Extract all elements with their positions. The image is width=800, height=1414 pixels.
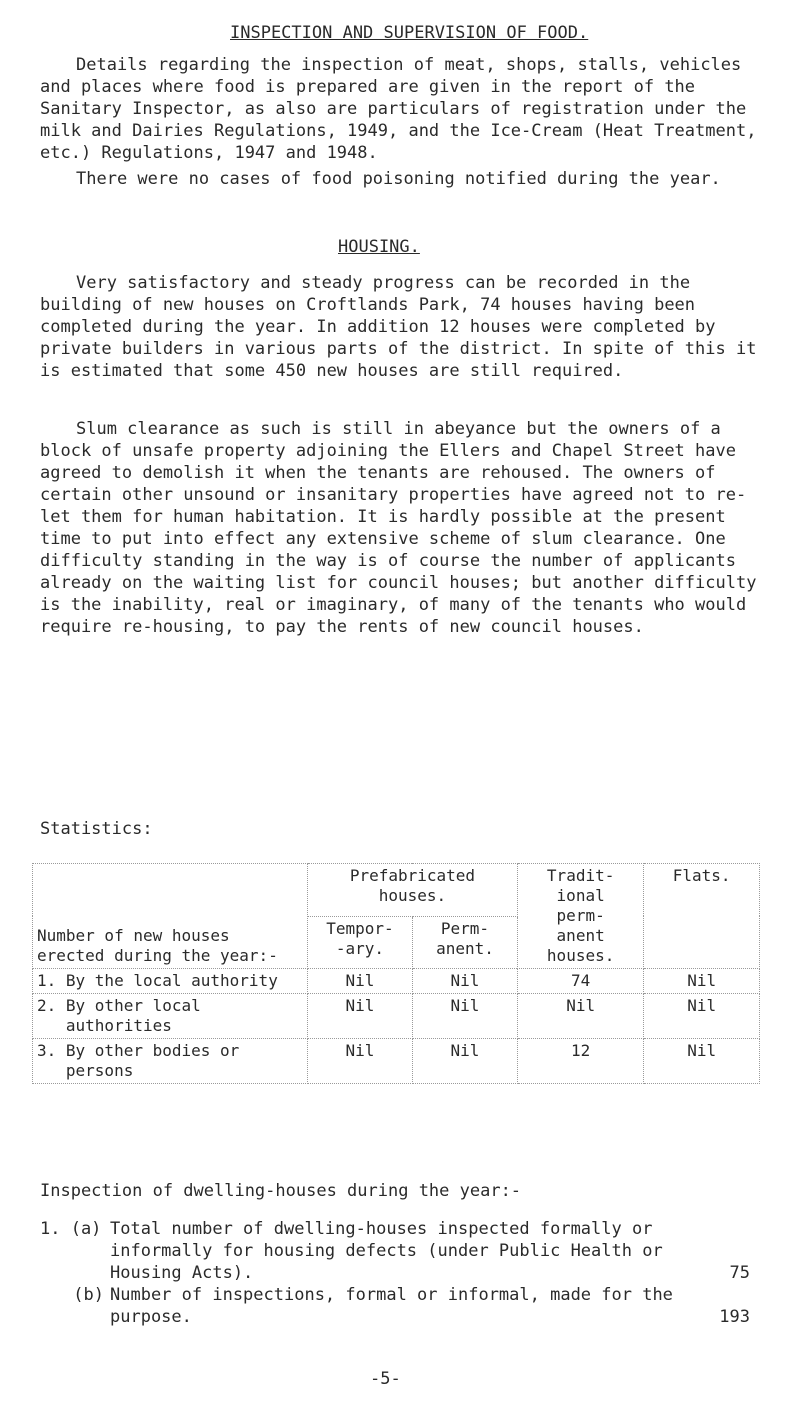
row-header-cell: Number of new houses erected during the year:- <box>33 864 308 969</box>
table-row <box>33 994 760 1039</box>
temporary-value: Nil <box>307 1039 412 1084</box>
table-row <box>33 1039 760 1084</box>
row-label: 2. By other local authorities <box>33 994 308 1039</box>
statistics-label: Statistics: <box>40 819 153 839</box>
permanent-header: Perm- anent. <box>412 916 517 969</box>
item-text: Number of inspections, formal or informal, made for the purpose. <box>110 1285 673 1327</box>
table-header-row <box>33 864 760 917</box>
item-text: Total number of dwelling-houses inspected formally or informally for housing defects (under Public Health or Housing Acts). <box>110 1219 663 1283</box>
flats-value: Nil <box>644 994 760 1039</box>
permanent-value: Nil <box>412 969 517 994</box>
item-value: 75 <box>729 1263 750 1283</box>
page-number: -5- <box>370 1369 401 1389</box>
temporary-header: Tempor- -ary. <box>307 916 412 969</box>
traditional-value: 12 <box>518 1039 644 1084</box>
row-label: 1. By the local authority <box>33 969 308 994</box>
table-row <box>33 969 760 994</box>
prefab-header: Prefabricated houses. <box>307 864 517 917</box>
temporary-value: Nil <box>307 994 412 1039</box>
food-paragraph-2: There were no cases of food poisoning notified during the year. <box>76 169 721 189</box>
inspection-heading: Inspection of dwelling-houses during the year:- <box>40 1181 522 1201</box>
list-item <box>40 1218 760 1284</box>
traditional-value: Nil <box>518 994 644 1039</box>
permanent-value: Nil <box>412 994 517 1039</box>
housing-heading: HOUSING. <box>338 237 420 257</box>
list-item <box>40 1284 760 1328</box>
page-title: INSPECTION AND SUPERVISION OF FOOD. <box>230 23 589 43</box>
item-key: 1. (a) <box>40 1219 102 1239</box>
row-label: 3. By other bodies or persons <box>33 1039 308 1084</box>
inspection-list <box>40 1218 760 1328</box>
flats-value: Nil <box>644 1039 760 1084</box>
traditional-header: Tradit- ional perm- anent houses. <box>518 864 644 969</box>
flats-value: Nil <box>644 969 760 994</box>
housing-paragraph-1: Very satisfactory and steady progress can be recorded in the building of new houses on Croftlands Park, 74 houses having been completed during the year. In addition 12 houses were completed by private builders in various parts of the district. In spite of this it is estimated that some 450 new houses are still required. <box>40 273 757 381</box>
item-value: 193 <box>719 1307 750 1327</box>
permanent-value: Nil <box>412 1039 517 1084</box>
flats-header: Flats. <box>644 864 760 969</box>
housing-paragraph-2: Slum clearance as such is still in abeyance but the owners of a block of unsafe property adjoining the Ellers and Chapel Street have agreed to demolish it when the tenants are rehoused. The owners of certain other unsound or insanitary properties have agreed not to re-let them for human habitation. It is hardly possible at the present time to put into effect any extensive scheme of slum clearance. One difficulty standing in the way is of course the number of applicants already on the waiting list for council houses; but another difficulty is the inability, real or imaginary, of many of the tenants who would require re-housing, to pay the rents of new council houses. <box>40 419 757 637</box>
statistics-table <box>32 863 760 1084</box>
food-paragraph-1: Details regarding the inspection of meat, shops, stalls, vehicles and places where food is prepared are given in the report of the Sanitary Inspector, as also are particulars of registration under the milk and Dairies Regulations, 1949, and the Ice-Cream (Heat Treatment, etc.) Regulations, 1947 and 1948. <box>40 55 757 163</box>
item-key: (b) <box>73 1285 104 1305</box>
temporary-value: Nil <box>307 969 412 994</box>
traditional-value: 74 <box>518 969 644 994</box>
